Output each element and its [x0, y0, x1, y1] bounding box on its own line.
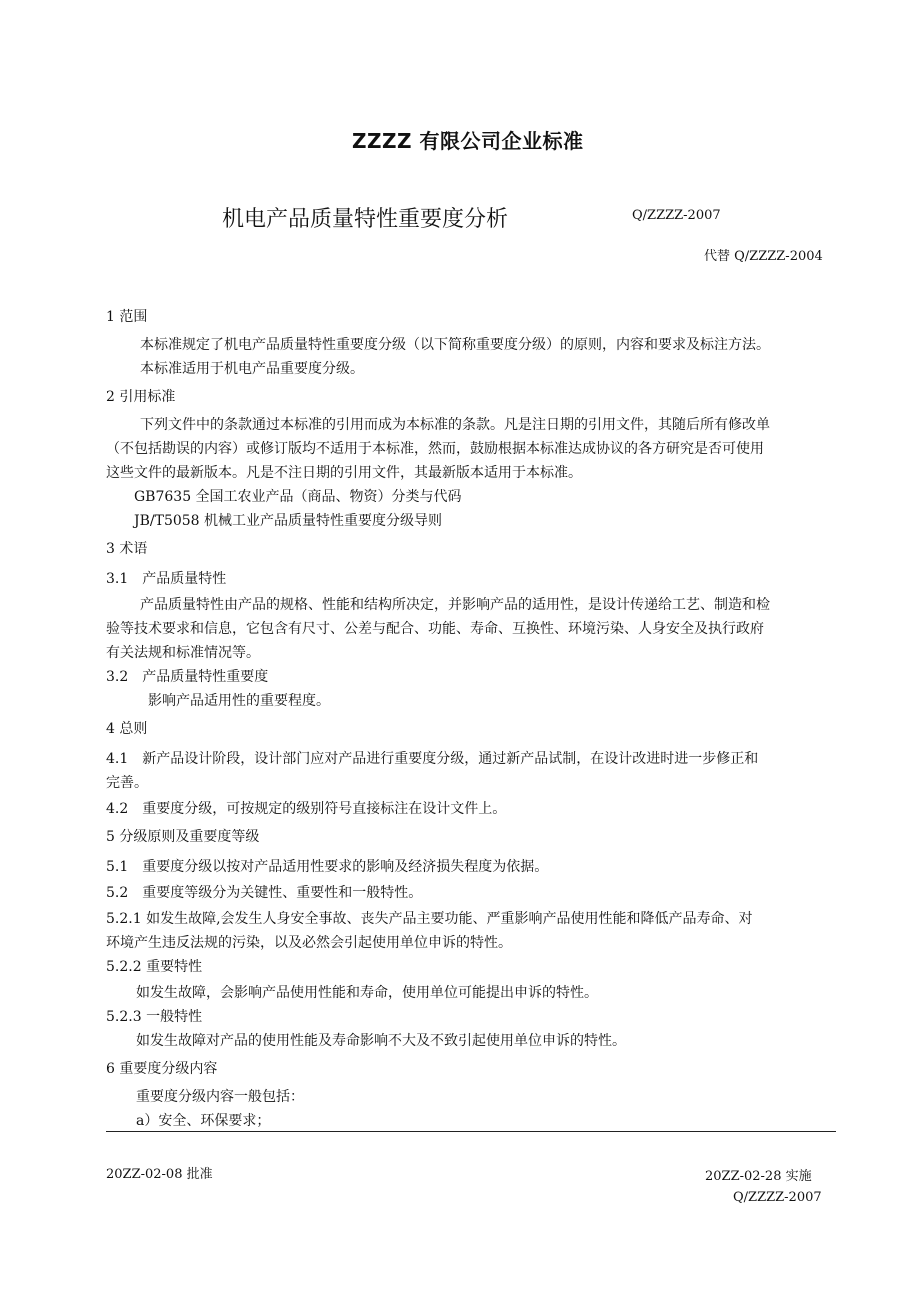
paragraph-line: 5.1 重要度分级以按对产品适用性要求的影响及经济损失程度为依据。: [106, 859, 549, 875]
paragraph-line: 4.1 新产品设计阶段，设计部门应对产品进行重要度分级，通过新产品试制，在设计改进时进一步修正和: [106, 751, 759, 767]
paragraph-line: 本标准适用于机电产品重要度分级。: [140, 361, 364, 377]
paragraph-line: 如发生故障对产品的使用性能及寿命影响不大及不致引起使用单位申诉的特性。: [136, 1033, 626, 1049]
paragraph-line: 4.2 重要度分级，可按规定的级别符号直接标注在设计文件上。: [106, 801, 507, 817]
approval-date: 20ZZ-02-08 批准: [106, 1167, 213, 1182]
paragraph-line: 5.2 重要度等级分为关键性、重要性和一般特性。: [106, 885, 423, 901]
paragraph-line: 如发生故障，会影响产品使用性能和寿命，使用单位可能提出申诉的特性。: [136, 985, 598, 1001]
paragraph-line: 验等技术要求和信息，它包含有尺寸、公差与配合、功能、寿命、互换性、环境污染、人身安全及执行政府: [106, 621, 764, 637]
list-item: a）安全、环保要求；: [136, 1113, 271, 1129]
paragraph-line: 本标准规定了机电产品质量特性重要度分级（以下简称重要度分级）的原则，内容和要求及标注方法。: [140, 337, 770, 353]
section-heading: 3 术语: [106, 541, 148, 557]
paragraph-line: 完善。: [106, 775, 148, 791]
document-title: 机电产品质量特性重要度分析: [222, 207, 509, 232]
document-code: Q/ZZZZ-2007: [632, 208, 721, 223]
reference-item: GB7635 全国工农业产品（商品、物资）分类与代码: [134, 489, 462, 505]
replaces-code: 代替 Q/ZZZZ-2004: [704, 249, 823, 264]
subsection-heading: 5.2.2 重要特性: [106, 959, 203, 975]
paragraph-line: 环境产生违反法规的污染，以及必然会引起使用单位申诉的特性。: [106, 935, 512, 951]
paragraph-line: 这些文件的最新版本。凡是不注日期的引用文件，其最新版本适用于本标准。: [106, 465, 582, 481]
paragraph-line: 重要度分级内容一般包括：: [136, 1089, 304, 1105]
reference-item: JB/T5058 机械工业产品质量特性重要度分级导则: [134, 513, 443, 529]
section-heading: 5 分级原则及重要度等级: [106, 829, 260, 845]
section-heading: 6 重要度分级内容: [106, 1061, 218, 1077]
paragraph-line: 产品质量特性由产品的规格、性能和结构所决定，并影响产品的适用性，是设计传递给工艺、制造和检: [140, 597, 770, 613]
paragraph-line: 影响产品适用性的重要程度。: [148, 693, 330, 709]
section-heading: 1 范围: [106, 309, 148, 325]
footer-divider: [106, 1131, 836, 1132]
section-heading: 4 总则: [106, 721, 148, 737]
paragraph-line: 有关法规和标准情况等。: [106, 645, 260, 661]
company-title: ZZZZ 有限公司企业标准: [352, 129, 584, 153]
subsection-heading: 3.2 产品质量特性重要度: [106, 669, 269, 685]
paragraph-line: （不包括勘误的内容）或修订版均不适用于本标准，然而，鼓励根据本标准达成协议的各方研究是否可使用: [106, 441, 764, 457]
section-heading: 2 引用标准: [106, 389, 176, 405]
subsection-heading: 5.2.3 一般特性: [106, 1009, 203, 1025]
subsection-heading: 3.1 产品质量特性: [106, 571, 227, 587]
paragraph-line: 下列文件中的条款通过本标准的引用而成为本标准的条款。凡是注日期的引用文件，其随后所有修改单: [140, 417, 770, 433]
footer-code: Q/ZZZZ-2007: [733, 1190, 822, 1205]
effective-date: 20ZZ-02-28 实施: [705, 1169, 812, 1184]
paragraph-line: 5.2.1 如发生故障,会发生人身安全事故、丧失产品主要功能、严重影响产品使用性能和降低产品寿命、对: [106, 911, 753, 927]
